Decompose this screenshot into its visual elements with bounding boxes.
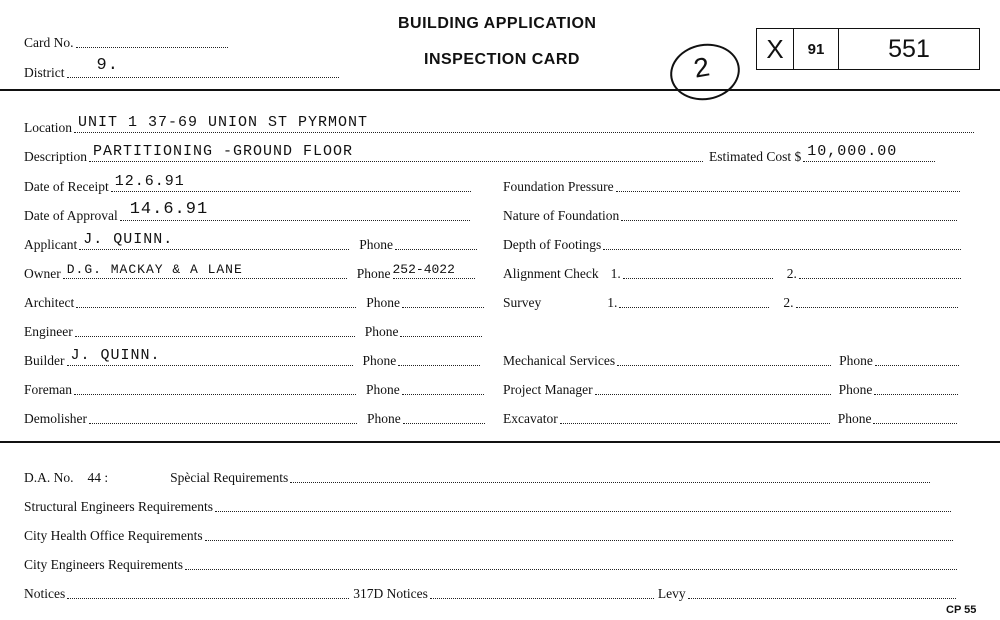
survey-num-1: 1. (607, 295, 618, 310)
owner-phone-label: Phone (356, 266, 391, 281)
owner-phone-field[interactable] (393, 263, 475, 279)
applicant-label: Applicant (24, 237, 78, 252)
project-manager-field[interactable] (595, 379, 831, 395)
health-requirements-field[interactable] (205, 525, 953, 541)
alignment-check-label: Alignment Check (503, 266, 599, 281)
foreman-row (24, 379, 486, 398)
notices-row (24, 583, 958, 602)
title-line-1: BUILDING APPLICATION (398, 15, 597, 32)
district-field[interactable] (67, 56, 339, 78)
project-manager-row (503, 379, 960, 398)
depth-of-footings-field[interactable] (603, 234, 961, 250)
survey-row (503, 292, 960, 311)
architect-label: Architect (24, 295, 75, 310)
district-label: District (24, 65, 65, 80)
description-value: PARTITIONING -GROUND FLOOR (93, 143, 354, 160)
project-manager-label: Project Manager (503, 382, 593, 397)
foreman-field[interactable] (74, 379, 356, 395)
special-requirements-field[interactable] (290, 467, 930, 483)
date-of-approval-field[interactable] (120, 200, 470, 221)
excavator-phone-field[interactable] (873, 408, 957, 424)
project-manager-phone-field[interactable] (874, 379, 958, 395)
excavator-field[interactable] (560, 408, 830, 424)
city-engineers-requirements-row (24, 554, 959, 573)
foundation-pressure-row (503, 176, 962, 195)
date-of-receipt-label: Date of Receipt (24, 179, 109, 194)
owner-phone-value: 252-4022 (392, 262, 455, 277)
applicant-value: J. QUINN. (83, 231, 174, 248)
alignment-check-num-1: 1. (610, 266, 621, 281)
estimated-cost-value: 10,000.00 (807, 143, 898, 160)
architect-row (24, 292, 486, 311)
applicant-phone-label: Phone (359, 237, 393, 252)
city-engineers-requirements-field[interactable] (185, 554, 957, 570)
location-field[interactable] (74, 114, 974, 133)
excavator-row (503, 408, 959, 427)
district-value: 9. (96, 56, 119, 75)
description-field[interactable] (89, 143, 703, 162)
levy-field[interactable] (688, 583, 956, 599)
notices-field[interactable] (67, 583, 349, 599)
survey-num-2: 2. (783, 295, 794, 310)
card-number-box (756, 28, 980, 70)
description-row (24, 143, 937, 165)
mechanical-services-phone-label: Phone (839, 353, 873, 368)
applicant-field[interactable] (79, 231, 349, 250)
special-requirements-label: Spècial Requirements (170, 470, 289, 485)
location-value: UNIT 1 37-69 UNION ST PYRMONT (77, 114, 369, 131)
foreman-phone-label: Phone (366, 382, 400, 397)
notices-317d-field[interactable] (430, 583, 654, 599)
applicant-phone-field[interactable] (395, 234, 477, 250)
builder-phone-label: Phone (362, 353, 397, 368)
architect-phone-field[interactable] (402, 292, 484, 308)
da-no-label: D.A. No. (24, 470, 74, 485)
engineer-row (24, 321, 484, 340)
date-of-receipt-row (24, 173, 473, 195)
nature-of-foundation-row (503, 205, 959, 224)
demolisher-label: Demolisher (24, 411, 87, 426)
date-of-receipt-field[interactable] (111, 173, 471, 192)
owner-field[interactable] (63, 263, 347, 279)
levy-label: Levy (657, 586, 686, 601)
builder-row (24, 347, 482, 369)
alignment-check-field-2[interactable] (799, 263, 961, 279)
engineer-field[interactable] (75, 321, 355, 337)
box-x-cell (757, 29, 794, 69)
depth-of-footings-label: Depth of Footings (503, 237, 602, 252)
engineer-label: Engineer (24, 324, 73, 339)
form-code: CP 55 (946, 604, 977, 616)
box-number: 551 (888, 34, 930, 63)
district-row (24, 56, 341, 81)
builder-value: J. QUINN. (70, 347, 161, 364)
section-divider (0, 441, 1000, 443)
architect-phone-label: Phone (366, 295, 400, 310)
notices-317d-label: 317D Notices (353, 586, 428, 601)
foreman-label: Foreman (24, 382, 72, 397)
excavator-phone-label: Phone (837, 411, 872, 426)
alignment-check-num-2: 2. (786, 266, 797, 281)
card-no-field[interactable] (76, 32, 228, 48)
nature-of-foundation-field[interactable] (621, 205, 957, 221)
demolisher-field[interactable] (89, 408, 357, 424)
da-no-row (24, 467, 932, 486)
nature-of-foundation-label: Nature of Foundation (503, 208, 620, 223)
owner-label: Owner (24, 266, 61, 281)
builder-phone-field[interactable] (398, 350, 480, 366)
depth-of-footings-row (503, 234, 963, 253)
health-requirements-row (24, 525, 955, 544)
engineer-phone-field[interactable] (400, 321, 482, 337)
location-label: Location (24, 120, 72, 135)
builder-label: Builder (24, 353, 65, 368)
architect-field[interactable] (76, 292, 356, 308)
estimated-cost-label: Estimated Cost $ (709, 149, 802, 164)
owner-value: D.G. MACKAY & A LANE (66, 262, 243, 277)
demolisher-phone-field[interactable] (403, 408, 485, 424)
owner-row (24, 263, 477, 282)
box-year: 91 (807, 40, 825, 58)
alignment-check-field-1[interactable] (623, 263, 773, 279)
date-of-approval-label: Date of Approval (24, 208, 118, 223)
date-of-approval-value: 14.6.91 (129, 200, 209, 219)
project-manager-phone-label: Phone (838, 382, 873, 397)
foundation-pressure-field[interactable] (616, 176, 960, 192)
mechanical-services-row (503, 350, 961, 369)
applicant-row (24, 231, 479, 253)
city-engineers-requirements-label: City Engineers Requirements (24, 557, 183, 572)
survey-field-1[interactable] (619, 292, 769, 308)
mechanical-services-phone-field[interactable] (875, 350, 959, 366)
description-label: Description (24, 149, 87, 164)
survey-label: Survey (503, 295, 542, 310)
card-no-row (24, 32, 230, 51)
header-divider (0, 89, 1000, 91)
title-line-2: INSPECTION CARD (424, 51, 580, 68)
box-number-cell (839, 29, 979, 69)
structural-requirements-label: Structural Engineers Requirements (24, 499, 213, 514)
box-year-cell (794, 29, 839, 69)
survey-field-2[interactable] (796, 292, 958, 308)
circled-mark (666, 38, 745, 105)
da-no-value: 44 : (87, 470, 109, 485)
estimated-cost-field[interactable] (803, 143, 935, 162)
mechanical-services-field[interactable] (617, 350, 831, 366)
card-no-label: Card No. (24, 35, 74, 50)
engineer-phone-label: Phone (364, 324, 399, 339)
health-requirements-label: City Health Office Requirements (24, 528, 203, 543)
foundation-pressure-label: Foundation Pressure (503, 179, 614, 194)
circled-mark-value: 2 (691, 53, 714, 87)
location-row (24, 114, 976, 136)
box-x: X (766, 33, 784, 64)
mechanical-services-label: Mechanical Services (503, 353, 616, 368)
structural-requirements-row (24, 496, 953, 515)
notices-label: Notices (24, 586, 66, 601)
builder-field[interactable] (67, 347, 353, 366)
date-of-approval-row (24, 200, 472, 224)
date-of-receipt-value: 12.6.91 (114, 173, 185, 190)
alignment-check-row (503, 263, 963, 282)
demolisher-row (24, 408, 487, 427)
excavator-label: Excavator (503, 411, 558, 426)
demolisher-phone-label: Phone (367, 411, 401, 426)
structural-requirements-field[interactable] (215, 496, 951, 512)
foreman-phone-field[interactable] (402, 379, 484, 395)
